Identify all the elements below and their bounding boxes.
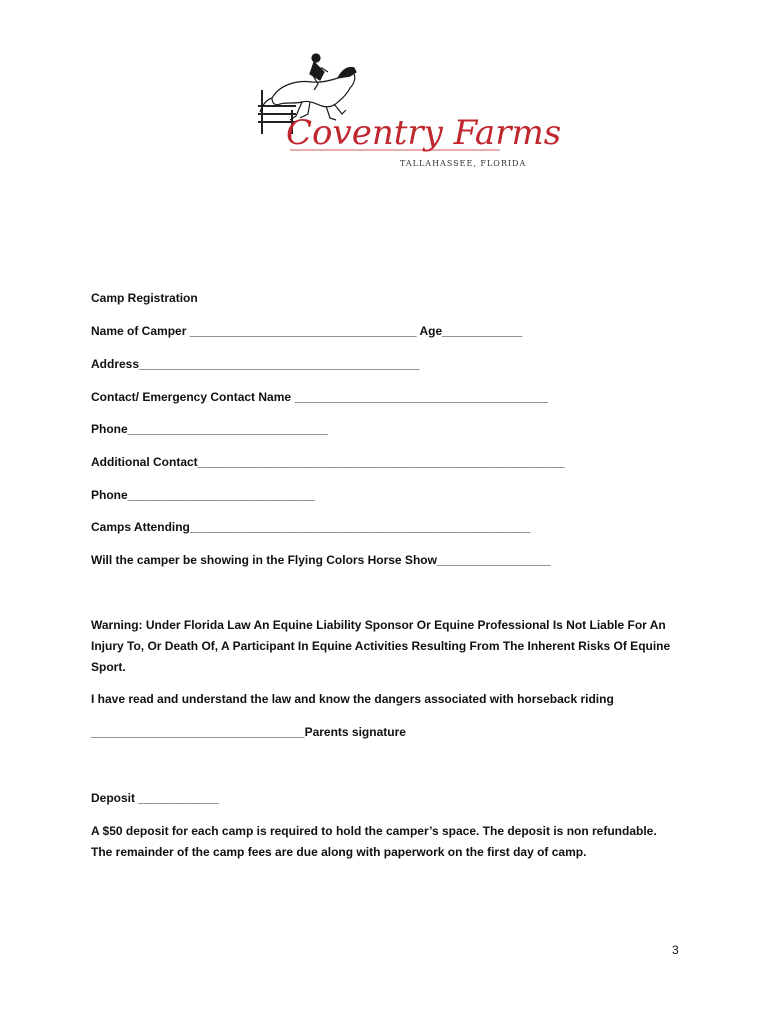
phone-field[interactable]: Phone______________________________	[91, 422, 328, 436]
address-field[interactable]: Address__________________________________________	[91, 357, 420, 371]
horse-show-field[interactable]: Will the camper be showing in the Flying Colors Horse Show_________________	[91, 553, 551, 567]
brand-name-text: Coventry Farms	[286, 113, 562, 153]
coventry-farms-logo	[250, 50, 562, 178]
additional-contact-field[interactable]: Additional Contact_______________________________________________________	[91, 455, 565, 469]
camper-name-age-field[interactable]: Name of Camper __________________________________ Age____________	[91, 324, 523, 338]
page-number: 3	[672, 943, 679, 957]
form-title: Camp Registration	[91, 291, 198, 305]
emergency-contact-field[interactable]: Contact/ Emergency Contact Name ______________________________________	[91, 390, 548, 404]
camps-attending-field[interactable]: Camps Attending___________________________________________________	[91, 520, 531, 534]
deposit-field[interactable]: Deposit ____________	[91, 791, 219, 805]
brand-location-text: TALLAHASSEE, FLORIDA	[400, 159, 527, 168]
parent-signature-field[interactable]: ________________________________Parents signature	[91, 725, 406, 739]
deposit-note: A $50 deposit for each camp is required to hold the camper’s space. The deposit is non refundable. The remainder of the camp fees are due along with paperwork on the first day of camp.	[91, 824, 657, 859]
liability-warning: Warning: Under Florida Law An Equine Liability Sponsor Or Equine Professional Is Not Liable For An Injury To, Or Death Of, A Participant In Equine Activities Resulting From The Inherent Risks Of Equine Sport.	[91, 618, 671, 674]
acknowledgement-text: I have read and understand the law and know the dangers associated with horseback riding	[91, 692, 614, 706]
horse-rider-icon	[260, 54, 356, 120]
additional-phone-field[interactable]: Phone____________________________	[91, 488, 315, 502]
